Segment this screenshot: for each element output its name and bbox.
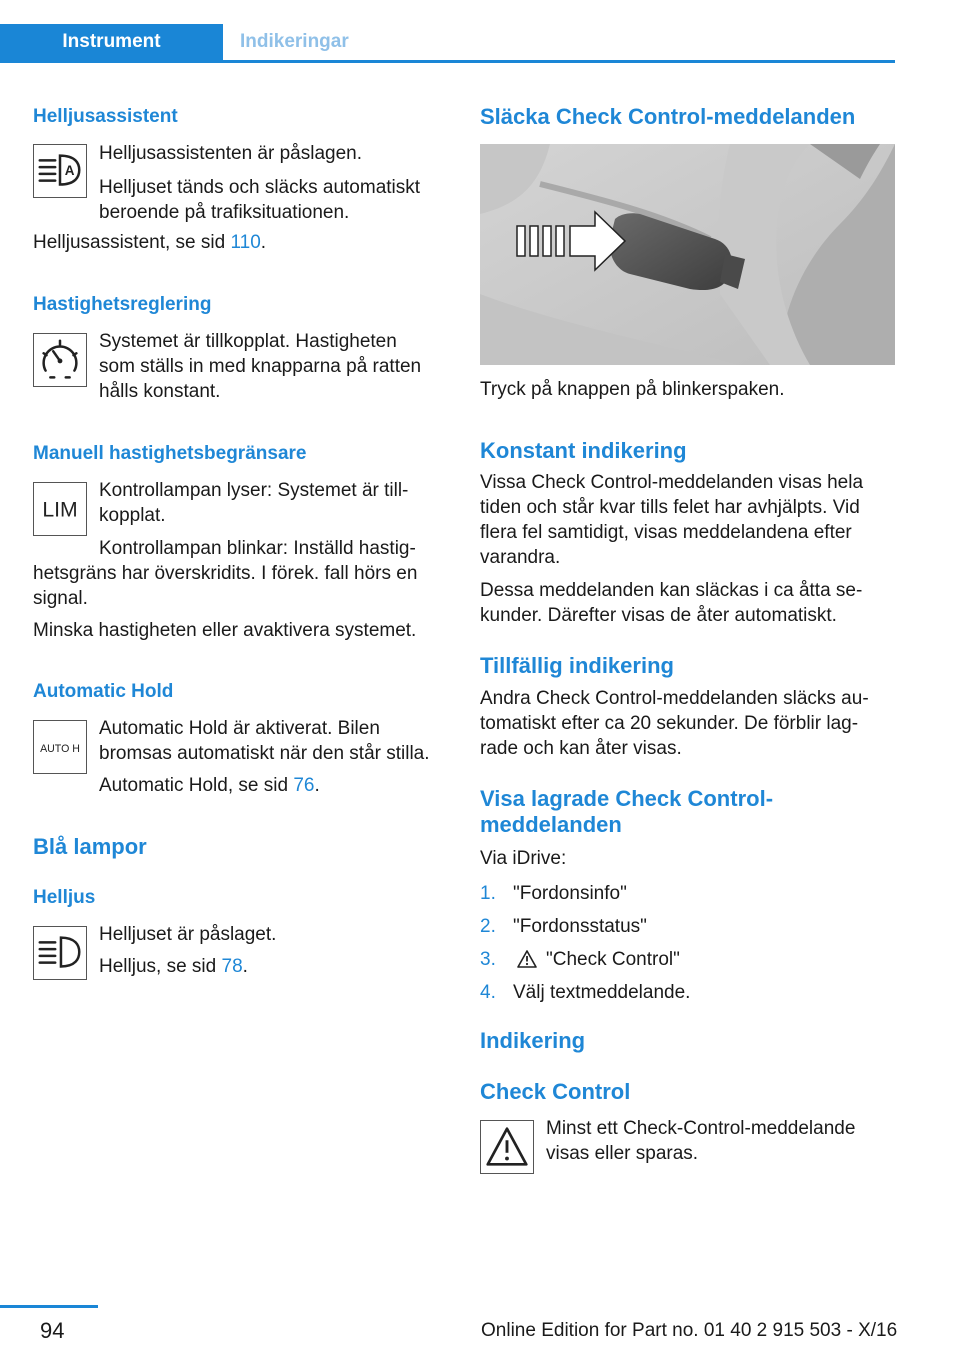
temporary-l1: Andra Check Control-meddelanden släcks au-	[480, 688, 869, 709]
high-beam-title: Helljus	[33, 887, 96, 908]
auto-hold-page-link[interactable]: 76	[293, 775, 315, 796]
permanent-p2-l2: kunder. Därefter visas de åter automatiskt.	[480, 605, 837, 626]
stored-heading-l2: meddelanden	[480, 812, 622, 837]
dismiss-text: Tryck på knappen på blinkerspaken.	[480, 379, 785, 400]
limiter-line1: Kontrollampan lyser: Systemet är till-	[99, 480, 409, 501]
step-4-number: 4.	[480, 982, 496, 1003]
tab-indikeringar[interactable]: Indikeringar	[240, 31, 349, 52]
check-control-l2: visas eller sparas.	[546, 1143, 699, 1164]
turn-signal-stalk-image	[480, 144, 895, 365]
high-beam-assist-title: Helljusassistent	[33, 106, 178, 127]
indication-heading: Indikering	[480, 1028, 586, 1053]
limiter-line5: signal.	[33, 588, 88, 609]
permanent-p1-l3: flera fel samtidigt, visas meddelandena efter	[480, 522, 852, 543]
high-beam-assist-icon	[33, 144, 87, 198]
auto-hold-icon	[33, 720, 87, 774]
page-number-rule	[0, 1305, 98, 1308]
step-3-number: 3.	[480, 949, 496, 970]
high-beam-line1: Helljuset är påslaget.	[99, 924, 277, 945]
auto-hold-line1: Automatic Hold är aktiverat. Bilen	[99, 718, 380, 739]
high-beam-ref: Helljus, se sid 78.	[99, 956, 248, 977]
header-rule	[0, 60, 895, 63]
step-1-number: 1.	[480, 883, 496, 904]
auto-hold-ref: Automatic Hold, se sid 76.	[99, 775, 320, 796]
svg-text:AUTO H: AUTO H	[40, 742, 80, 755]
temporary-l3: rade och kan åter visas.	[480, 738, 682, 759]
check-control-warning-icon	[480, 1120, 534, 1174]
cruise-title: Hastighetsreglering	[33, 294, 212, 315]
check-control-subhead: Check Control	[480, 1079, 631, 1104]
high-beam-assist-line2b: beroende på trafiksituationen.	[99, 202, 350, 223]
stored-heading-l1: Visa lagrade Check Control-	[480, 786, 774, 811]
step-4-text: Välj textmeddelande.	[513, 982, 691, 1003]
high-beam-page-link[interactable]: 78	[221, 956, 243, 977]
page-number: 94	[40, 1318, 65, 1343]
blue-lamps-heading: Blå lampor	[33, 834, 147, 859]
auto-hold-line2: bromsas automatiskt när den står stilla.	[99, 743, 430, 764]
permanent-p1-l1: Vissa Check Control-meddelanden visas hela	[480, 472, 864, 493]
high-beam-assist-ref: Helljusassistent, se sid 110.	[33, 232, 267, 253]
cruise-line3: hålls konstant.	[99, 381, 221, 402]
step-3-text: "Check Control"	[546, 949, 680, 970]
high-beam-assist-line1: Helljusassistenten är påslagen.	[99, 143, 362, 164]
dismiss-heading: Släcka Check Control-meddelanden	[480, 104, 856, 129]
tab-instrument[interactable]: Instrument	[0, 24, 223, 60]
cruise-line1: Systemet är tillkopplat. Hastigheten	[99, 331, 397, 352]
high-beam-icon	[33, 926, 87, 980]
temporary-l2: tomatiskt efter ca 20 sekunder. De förblir lag-	[480, 713, 859, 734]
step-2-number: 2.	[480, 916, 496, 937]
limiter-line6: Minska hastigheten eller avaktivera systemet.	[33, 620, 417, 641]
limiter-line2: kopplat.	[99, 505, 166, 526]
cruise-control-icon	[33, 333, 87, 387]
step-1-text: "Fordonsinfo"	[513, 883, 627, 904]
permanent-p1-l2: tiden och står kvar tills felet har avhjälpts. Vid	[480, 497, 860, 518]
svg-text:LIM: LIM	[42, 498, 78, 522]
footer-edition: Online Edition for Part no. 01 40 2 915 503 - X/16	[481, 1320, 898, 1341]
limiter-line4: hetsgräns har överskridits. I förek. fall hörs en	[33, 563, 418, 584]
high-beam-assist-page-link[interactable]: 110	[230, 232, 261, 253]
auto-hold-title: Automatic Hold	[33, 681, 174, 702]
permanent-p2-l1: Dessa meddelanden kan släckas i ca åtta se-	[480, 580, 863, 601]
cruise-line2: som ställs in med knapparna på ratten	[99, 356, 422, 377]
svg-text:A: A	[64, 162, 75, 178]
permanent-heading: Konstant indikering	[480, 438, 687, 463]
limiter-title: Manuell hastighetsbegränsare	[33, 443, 307, 464]
check-control-l1: Minst ett Check-Control-meddelande	[546, 1118, 856, 1139]
limiter-line3: Kontrollampan blinkar: Inställd hastig-	[99, 538, 416, 559]
step-2-text: "Fordonsstatus"	[513, 916, 647, 937]
permanent-p1-l4: varandra.	[480, 547, 561, 568]
high-beam-assist-line2a: Helljuset tänds och släcks automatiskt	[99, 177, 421, 198]
warning-triangle-icon	[516, 949, 538, 969]
speed-limiter-icon	[33, 482, 87, 536]
via-idrive: Via iDrive:	[480, 848, 567, 869]
temporary-heading: Tillfällig indikering	[480, 653, 674, 678]
